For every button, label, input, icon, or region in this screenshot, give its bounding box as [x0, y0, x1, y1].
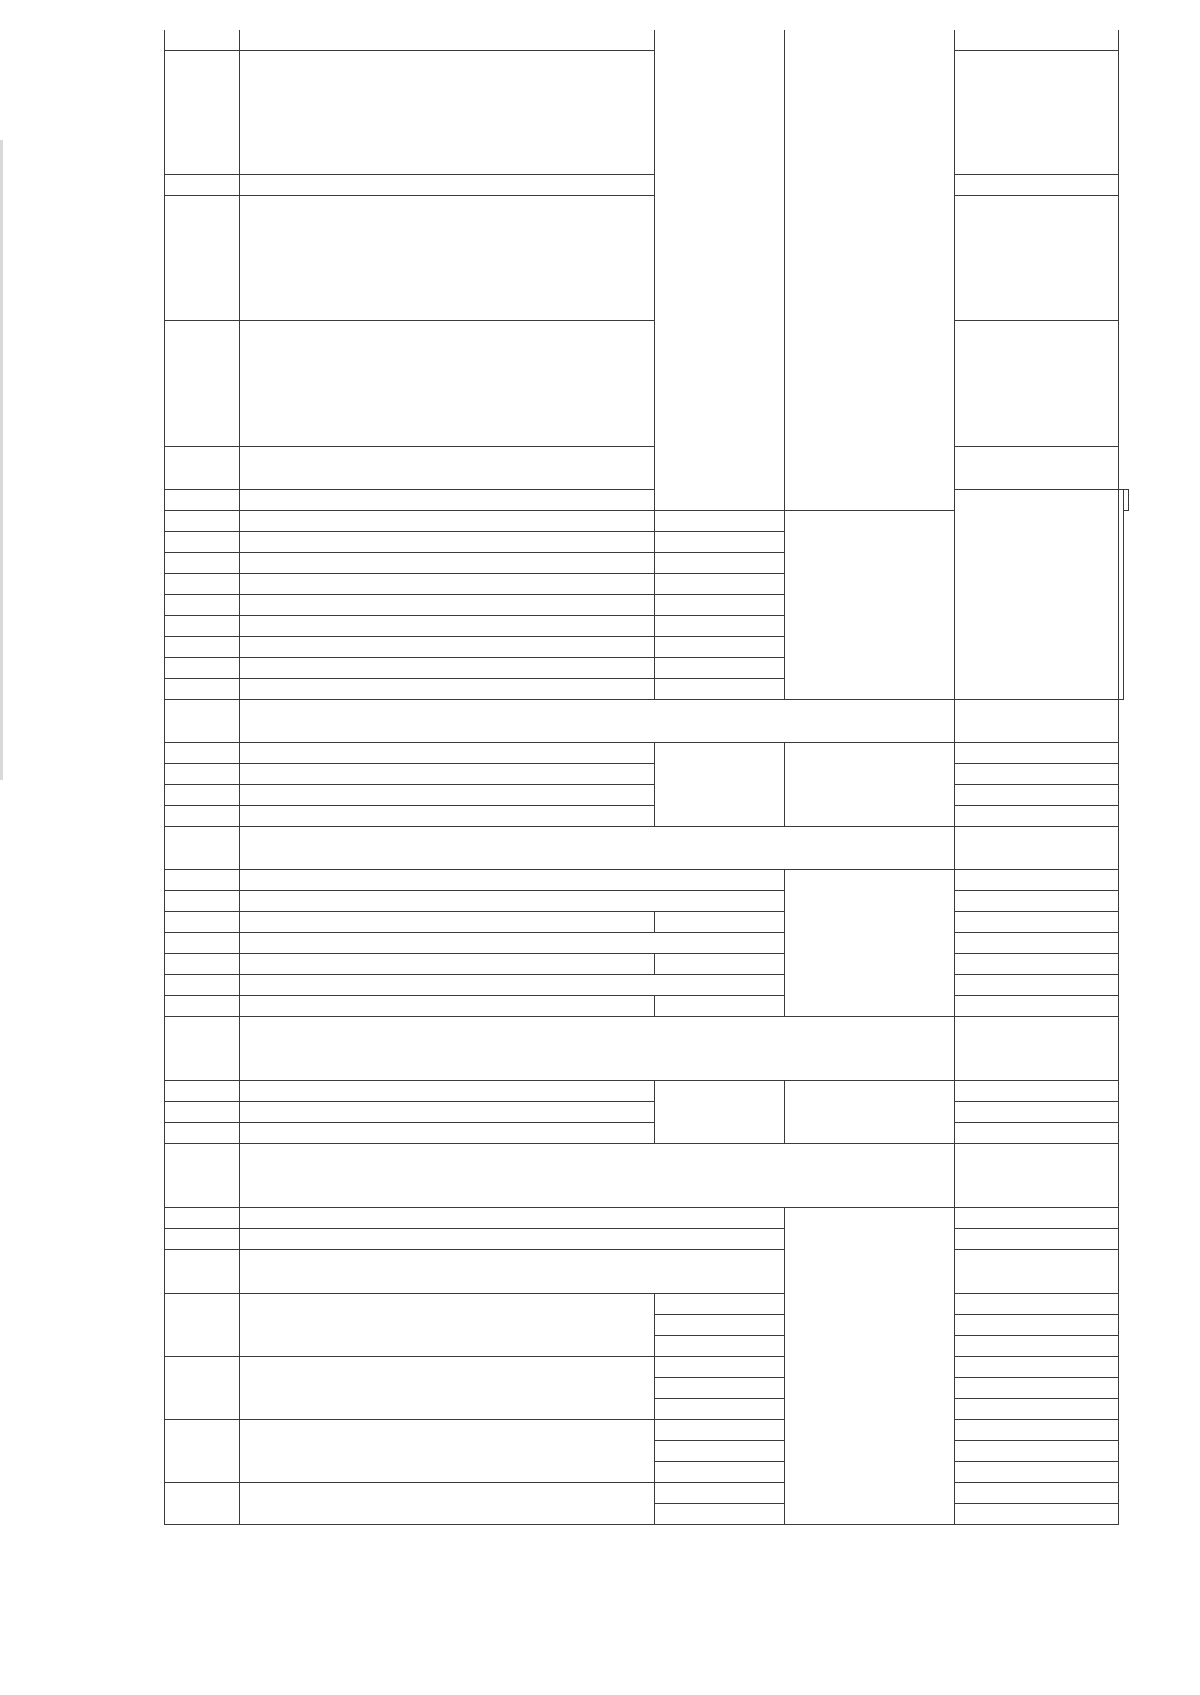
row-value [955, 30, 1119, 50]
row-number [165, 1249, 240, 1293]
code-cell [655, 911, 785, 932]
row-description [240, 742, 655, 763]
row-number [165, 953, 240, 974]
row-description [240, 531, 655, 552]
row-value [955, 784, 1119, 805]
row-description [240, 763, 655, 784]
table-row [165, 174, 1129, 195]
table-row [165, 446, 1129, 489]
row-number [165, 699, 240, 742]
row-description [240, 1228, 785, 1249]
table-row [165, 1016, 1129, 1080]
table-row [165, 1207, 1129, 1228]
row-value [955, 953, 1119, 974]
section-heading [240, 446, 955, 489]
row-value [955, 1440, 1119, 1461]
row-number [165, 636, 240, 657]
table-row [165, 1482, 1129, 1503]
table-row [165, 784, 1129, 805]
row-description [240, 1207, 785, 1228]
table-row [165, 699, 1129, 742]
diameter-group [240, 1482, 655, 1524]
row-value [655, 615, 785, 636]
row-description [240, 890, 785, 911]
unit-cell [785, 30, 955, 510]
table-row [165, 826, 1129, 869]
row-value [955, 1016, 1119, 1080]
row-value [655, 594, 785, 615]
row-number [165, 1228, 240, 1249]
section-heading [240, 1143, 955, 1207]
row-description [240, 174, 655, 195]
row-number [165, 1016, 240, 1080]
row-number [165, 1207, 240, 1228]
table-row [165, 1293, 1129, 1314]
row-description [240, 911, 655, 932]
row-value [955, 890, 1119, 911]
row-value [955, 1377, 1119, 1398]
table-row [165, 911, 1129, 932]
row-value [955, 1461, 1119, 1482]
row-number [165, 552, 240, 573]
row-description [240, 594, 655, 615]
code-cell [655, 1314, 785, 1335]
code-cell [655, 1503, 785, 1524]
code-cell [655, 1482, 785, 1503]
tariff-table [164, 30, 1129, 1525]
table-row [165, 953, 1129, 974]
table-row [165, 805, 1129, 826]
row-value [955, 1356, 1119, 1377]
table-row [165, 1249, 1129, 1293]
row-value [955, 1143, 1119, 1207]
row-value [955, 699, 1119, 742]
diameter-group [240, 1356, 655, 1419]
row-number [165, 50, 240, 174]
row-value [955, 1314, 1119, 1335]
code-cell [655, 1080, 785, 1143]
row-number [165, 1482, 240, 1524]
row-number [165, 974, 240, 995]
row-number [165, 320, 240, 446]
table-row [165, 1122, 1129, 1143]
row-description [240, 489, 655, 510]
row-value [955, 446, 1119, 489]
section-heading [240, 699, 955, 742]
row-value [655, 531, 785, 552]
row-description [240, 195, 655, 320]
row-value [955, 805, 1119, 826]
row-description [240, 636, 655, 657]
unit-cell [785, 1080, 955, 1143]
table-row [165, 1356, 1129, 1377]
section-heading [240, 826, 955, 869]
row-value [955, 1419, 1119, 1440]
row-description [240, 1080, 655, 1101]
row-value [955, 1293, 1119, 1314]
row-value [955, 1122, 1119, 1143]
diameter-group [240, 1419, 655, 1482]
row-value [655, 573, 785, 594]
code-cell [655, 1377, 785, 1398]
unit-cell [785, 1207, 955, 1524]
code-cell [655, 1398, 785, 1419]
row-number [165, 1293, 240, 1356]
row-value [955, 1482, 1119, 1503]
unit-cell [785, 869, 955, 1016]
table-row [165, 1101, 1129, 1122]
table-row [165, 30, 1129, 50]
row-description [240, 30, 655, 50]
code-cell [655, 1335, 785, 1356]
row-value [955, 932, 1119, 953]
row-value [955, 1503, 1119, 1524]
diameter-group [240, 1293, 655, 1356]
table-row [165, 1080, 1129, 1101]
row-value [655, 678, 785, 699]
row-description [240, 615, 655, 636]
scan-edge-mark [0, 140, 3, 780]
row-description [240, 320, 655, 446]
section-heading [240, 1016, 955, 1080]
table-row [165, 1228, 1129, 1249]
table-row [165, 195, 1129, 320]
code-cell [655, 1461, 785, 1482]
row-number [165, 1419, 240, 1482]
table-row [165, 489, 1129, 510]
row-description [240, 974, 785, 995]
table-row [165, 932, 1129, 953]
code-cell [955, 489, 1119, 699]
code-cell [655, 1440, 785, 1461]
row-number [165, 30, 240, 50]
row-number [165, 195, 240, 320]
row-description [240, 510, 655, 531]
code-cell [655, 995, 785, 1016]
row-description [240, 573, 655, 594]
row-value [955, 911, 1119, 932]
row-number [165, 1101, 240, 1122]
row-value [955, 995, 1119, 1016]
tariff-table-body [165, 30, 1129, 1524]
row-value [955, 195, 1119, 320]
row-number [165, 510, 240, 531]
row-number [165, 911, 240, 932]
row-description [240, 995, 655, 1016]
row-number [165, 1080, 240, 1101]
row-value [1124, 489, 1129, 510]
row-value [955, 1398, 1119, 1419]
row-value [955, 320, 1119, 446]
row-description [240, 1122, 655, 1143]
row-description [240, 784, 655, 805]
row-description [240, 932, 785, 953]
code-cell [655, 1293, 785, 1314]
row-number [165, 1143, 240, 1207]
row-value [955, 974, 1119, 995]
row-value [955, 742, 1119, 763]
row-value [955, 50, 1119, 174]
row-number [165, 615, 240, 636]
table-row [165, 974, 1129, 995]
row-number [165, 573, 240, 594]
row-number [165, 678, 240, 699]
unit-cell [1119, 489, 1124, 699]
unit-cell [785, 742, 955, 826]
row-number [165, 995, 240, 1016]
row-value [955, 869, 1119, 890]
row-value [955, 1249, 1119, 1293]
row-value [955, 826, 1119, 869]
row-value [955, 1207, 1119, 1228]
row-number [165, 890, 240, 911]
code-cell [655, 1419, 785, 1440]
table-row [165, 995, 1129, 1016]
row-number [165, 446, 240, 489]
row-description [240, 657, 655, 678]
row-number [165, 869, 240, 890]
row-value [955, 763, 1119, 784]
table-row [165, 1143, 1129, 1207]
row-number [165, 805, 240, 826]
row-description [240, 1249, 785, 1293]
code-cell [655, 953, 785, 974]
row-value [955, 1228, 1119, 1249]
row-value [955, 1335, 1119, 1356]
row-number [165, 784, 240, 805]
table-row [165, 763, 1129, 784]
row-description [240, 50, 655, 174]
row-number [165, 1356, 240, 1419]
table-row [165, 1419, 1129, 1440]
row-number [165, 531, 240, 552]
row-value [655, 552, 785, 573]
table-row [165, 890, 1129, 911]
row-description [240, 805, 655, 826]
row-description [240, 869, 785, 890]
row-number [165, 932, 240, 953]
row-value [655, 510, 785, 531]
row-number [165, 826, 240, 869]
row-value [655, 657, 785, 678]
row-description [240, 552, 655, 573]
table-row [165, 50, 1129, 174]
row-number [165, 489, 240, 510]
table-row [165, 742, 1129, 763]
row-number [165, 657, 240, 678]
row-description [240, 678, 655, 699]
row-value [955, 174, 1119, 195]
code-cell [655, 1356, 785, 1377]
row-description [240, 953, 655, 974]
row-number [165, 1122, 240, 1143]
row-value [655, 636, 785, 657]
code-cell [655, 742, 785, 826]
row-number [165, 763, 240, 784]
row-number [165, 742, 240, 763]
row-number [165, 174, 240, 195]
row-value [955, 1101, 1119, 1122]
table-row [165, 320, 1129, 446]
row-number [165, 594, 240, 615]
row-value [955, 1080, 1119, 1101]
code-cell [655, 30, 785, 510]
table-row [165, 869, 1129, 890]
row-description [240, 1101, 655, 1122]
